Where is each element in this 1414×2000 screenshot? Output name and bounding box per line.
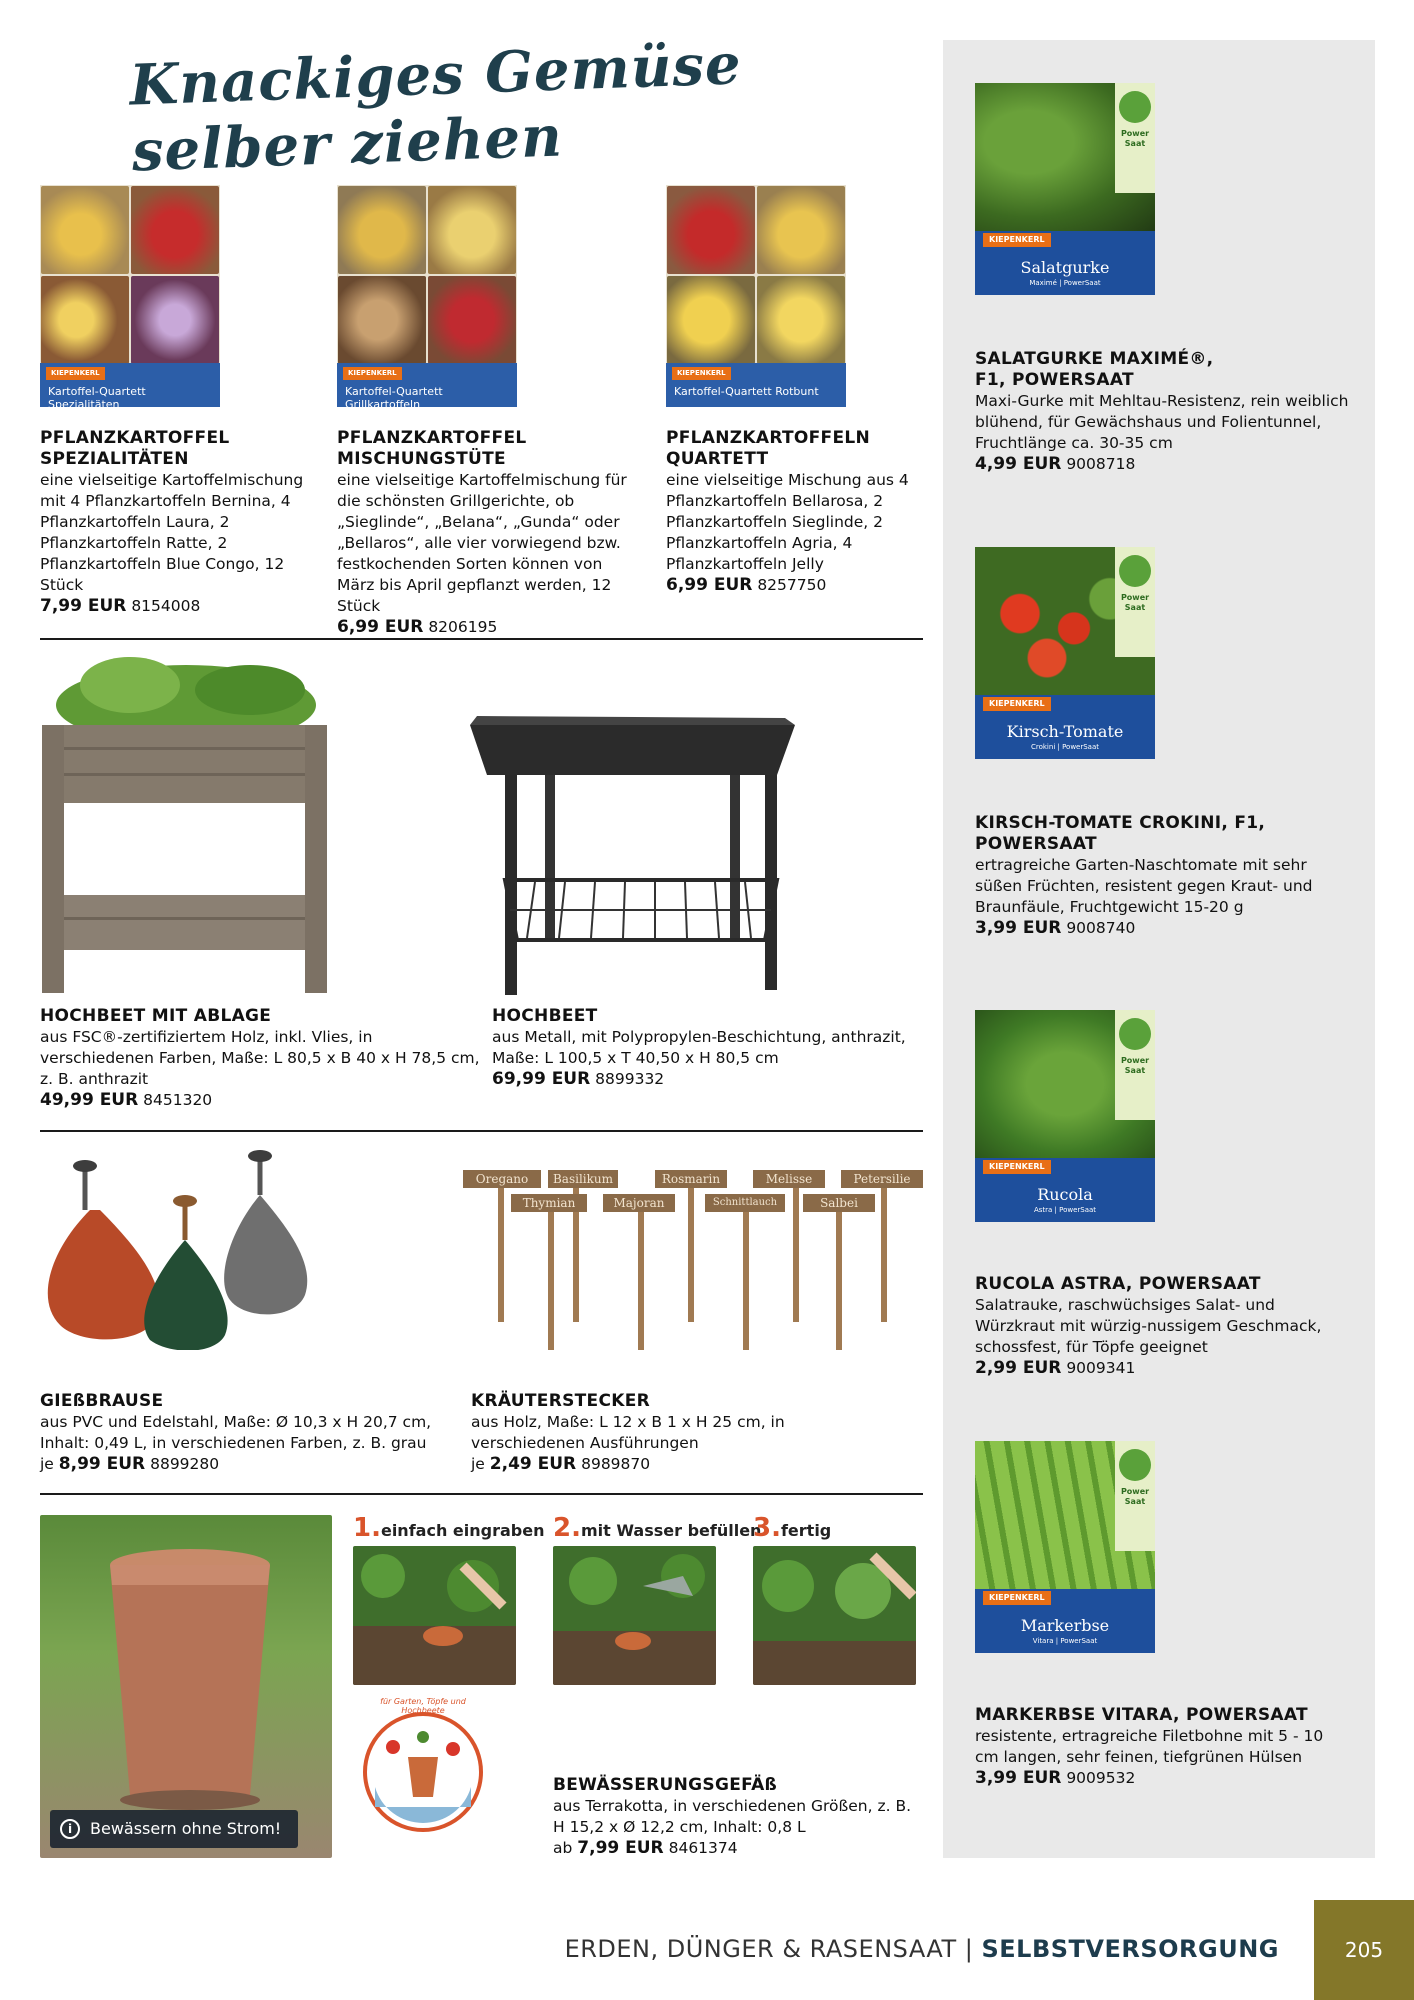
logo-text: für Garten, Töpfe und Hochbeete <box>380 1697 466 1715</box>
product-hochbeet <box>492 1006 922 1090</box>
seed-packet-image: Power Saat KIEPENKERL Markerbse Vitara | PowerSaat <box>975 1441 1155 1653</box>
herb-label: Schnittlauch <box>705 1194 785 1212</box>
herb-label: Thymian <box>511 1194 587 1212</box>
product-name: QUARTETT <box>666 449 769 469</box>
price: 6,99 EUR <box>337 617 424 637</box>
step-2-title: 2.mit Wasser befüllen <box>553 1513 762 1543</box>
article-number: 9008718 <box>1066 455 1136 473</box>
article-number: 8206195 <box>428 618 498 636</box>
price-prefix: je <box>40 1455 54 1473</box>
kraeuterstecker-image <box>463 1160 923 1360</box>
product-name: PFLANZKARTOFFEL <box>40 428 230 448</box>
potato-bag-image: KIEPENKERL Kartoffel-Quartett Spezialitäten <box>40 185 220 407</box>
product-name: PFLANZKARTOFFEL <box>337 428 527 448</box>
product-kraeuterstecker <box>471 1391 871 1475</box>
price-prefix: je <box>471 1455 485 1473</box>
price-prefix: ab <box>553 1839 573 1857</box>
price: 2,99 EUR <box>975 1358 1062 1378</box>
seed-packet-image: Power Saat KIEPENKERL Kirsch-Tomate Crokini | PowerSaat <box>975 547 1155 759</box>
product-description: resistente, ertragreiche Filetbohne mit 5 - 10 cm langen, sehr feinen, tiefgrünen Hülsen <box>975 1727 1324 1766</box>
price: 2,49 EUR <box>489 1454 577 1474</box>
price: 49,99 EUR <box>40 1090 139 1110</box>
product-name: F1, POWERSAAT <box>975 370 1134 390</box>
info-badge <box>50 1810 298 1848</box>
product-description: ertragreiche Garten-Naschtomate mit sehr süßen Früchten, resistent gegen Kraut- und Braunfäule, Fruchtgewicht 15-20 g <box>975 856 1313 916</box>
article-number: 9009341 <box>1066 1359 1136 1377</box>
product-potato-quartett <box>666 428 921 596</box>
badge-text: Bewässern ohne Strom! <box>90 1819 282 1838</box>
seed-packet-image: Power Saat KIEPENKERL Rucola Astra | PowerSaat <box>975 1010 1155 1222</box>
product-name: GIEßBRAUSE <box>40 1391 164 1411</box>
footer-category <box>565 1935 1279 1963</box>
product-name: HOCHBEET <box>492 1006 598 1026</box>
price: 69,99 EUR <box>492 1069 591 1089</box>
article-number: 8154008 <box>131 597 201 615</box>
product-description: aus Terrakotta, in verschiedenen Größen, z. B. H 15,2 x Ø 12,2 cm, Inhalt: 0,8 L <box>553 1797 912 1836</box>
bewaesserung-image <box>40 1515 332 1858</box>
product-name: KRÄUTERSTECKER <box>471 1391 651 1411</box>
herb-label: Oregano <box>463 1170 541 1188</box>
product-description: eine vielseitige Kartoffelmischung mit 4 Pflanzkartoffeln Bernina, 4 Pflanzkartoffeln Laura, 2 Pflanzkartoffeln Ratte, 2 Pflanzkartoffeln Blue Congo, 12 Stück <box>40 471 304 594</box>
product-description: Maxi-Gurke mit Mehltau-Resistenz, rein weiblich blühend, für Gewächshaus und Folientunnel, Fruchtlänge ca. 30-35 cm <box>975 392 1349 452</box>
step-1-title: 1.einfach eingraben <box>353 1513 545 1543</box>
product-giessbrause <box>40 1391 450 1475</box>
price: 3,99 EUR <box>975 1768 1062 1788</box>
product-description: eine vielseitige Mischung aus 4 Pflanzkartoffeln Bellarosa, 2 Pflanzkartoffeln Sieglinde, 2 Pflanzkartoffeln Agria, 4 Pflanzkartoffeln Jelly <box>666 471 909 573</box>
article-number: 8989870 <box>581 1455 651 1473</box>
product-description: aus Metall, mit Polypropylen-Beschichtung, anthrazit, Maße: L 100,5 x T 40,50 x H 80,5 cm <box>492 1028 906 1067</box>
product-kirsch-tomate <box>975 813 1335 939</box>
divider <box>40 1130 923 1132</box>
product-name: MARKERBSE VITARA, POWERSAAT <box>975 1705 1308 1725</box>
giessbrause-image <box>40 1150 320 1350</box>
product-name: SALATGURKE MAXIMÉ®, <box>975 349 1214 369</box>
divider <box>40 638 923 640</box>
price: 3,99 EUR <box>975 918 1062 938</box>
page-title: Knackiges Gemüse selber ziehen <box>128 31 743 185</box>
product-name: PFLANZKARTOFFELN <box>666 428 871 448</box>
article-number: 8451320 <box>143 1091 213 1109</box>
product-bewaesserungsgefaess <box>553 1775 923 1859</box>
info-icon: i <box>60 1819 80 1839</box>
product-name: KIRSCH-TOMATE CROKINI, F1, <box>975 813 1266 833</box>
footer-section-label: SELBSTVERSORGUNG <box>981 1935 1279 1963</box>
product-name: POWERSAAT <box>975 834 1097 854</box>
herb-label: Rosmarin <box>655 1170 727 1188</box>
step-3-image <box>753 1546 916 1685</box>
step-3-title: 3.fertig <box>753 1513 832 1543</box>
price: 4,99 EUR <box>975 454 1062 474</box>
product-name: RUCOLA ASTRA, POWERSAAT <box>975 1274 1261 1294</box>
product-potato-spezialitaeten <box>40 428 315 617</box>
product-potato-mischungstuete <box>337 428 642 638</box>
article-number: 9008740 <box>1066 919 1136 937</box>
seed-packet-image: Power Saat KIEPENKERL Salatgurke Maximé | PowerSaat <box>975 83 1155 295</box>
step-1-image <box>353 1546 516 1685</box>
price: 6,99 EUR <box>666 575 753 595</box>
herb-label: Salbei <box>803 1194 875 1212</box>
product-name: BEWÄSSERUNGSGEFÄß <box>553 1775 778 1795</box>
page-number: 205 <box>1314 1900 1414 2000</box>
herb-label: Majoran <box>603 1194 675 1212</box>
product-name: MISCHUNGSTÜTE <box>337 449 506 469</box>
potato-bag-image: KIEPENKERL Kartoffel-Quartett Grillkartoffeln <box>337 185 517 407</box>
product-description: Salatrauke, raschwüchsiges Salat- und Würzkraut mit würzig-nussigem Geschmack, schossfest, für Töpfe geeignet <box>975 1296 1322 1356</box>
herb-label: Melisse <box>753 1170 825 1188</box>
product-rucola <box>975 1274 1335 1379</box>
product-description: aus FSC®-zertifiziertem Holz, inkl. Vlies, in verschiedenen Farben, Maße: L 80,5 x B 40 x H 78,5 cm, z. B. anthrazit <box>40 1028 480 1088</box>
product-name: SPEZIALITÄTEN <box>40 449 189 469</box>
usage-logo <box>353 1697 493 1837</box>
article-number: 8899332 <box>595 1070 665 1088</box>
hochbeet-ablage-image <box>40 655 332 993</box>
product-description: eine vielseitige Kartoffelmischung für die schönsten Grillgerichte, ob „Sieglinde“, „Belana“, „Gunda“ oder „Bellaros“, alle vier vorwiegend bzw. festkochenden Sorten können von März bis April gepflanzt werden, 12 Stück <box>337 471 627 615</box>
hochbeet-metal-image <box>465 700 800 995</box>
step-2-image <box>553 1546 716 1685</box>
divider <box>40 1493 923 1495</box>
potato-bag-image: KIEPENKERL Kartoffel-Quartett Rotbunt <box>666 185 846 407</box>
herb-label: Basilikum <box>548 1170 618 1188</box>
price: 8,99 EUR <box>58 1454 146 1474</box>
product-salatgurke <box>975 349 1355 475</box>
product-hochbeet-ablage <box>40 1006 480 1111</box>
product-markerbse <box>975 1705 1325 1789</box>
product-description: aus Holz, Maße: L 12 x B 1 x H 25 cm, in verschiedenen Ausführungen <box>471 1413 785 1452</box>
article-number: 9009532 <box>1066 1769 1136 1787</box>
product-description: aus PVC und Edelstahl, Maße: Ø 10,3 x H 20,7 cm, Inhalt: 0,49 L, in verschiedenen Farben, z. B. grau <box>40 1413 432 1452</box>
article-number: 8899280 <box>150 1455 220 1473</box>
article-number: 8461374 <box>668 1839 738 1857</box>
footer-category-label: ERDEN, DÜNGER & RASENSAAT | <box>564 1935 974 1963</box>
price: 7,99 EUR <box>577 1838 664 1858</box>
price: 7,99 EUR <box>40 596 127 616</box>
article-number: 8257750 <box>757 576 827 594</box>
herb-label: Petersilie <box>841 1170 923 1188</box>
product-name: HOCHBEET MIT ABLAGE <box>40 1006 272 1026</box>
